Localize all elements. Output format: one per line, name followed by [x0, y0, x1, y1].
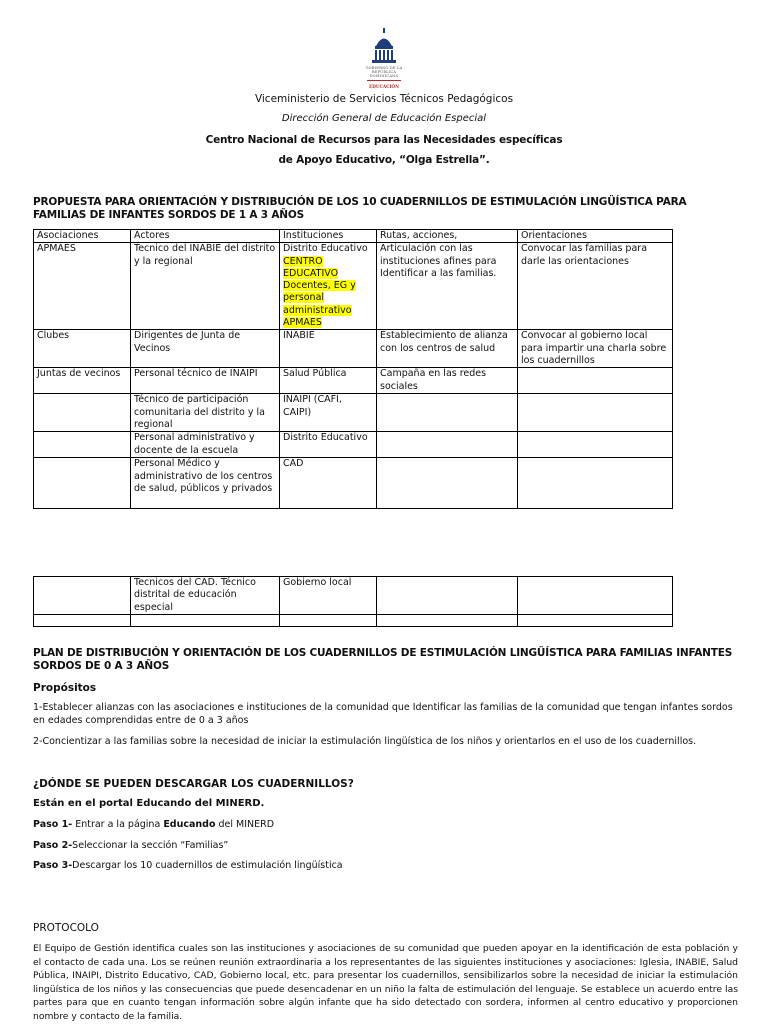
- cell-orientaciones: [518, 615, 673, 627]
- cell-actores: Personal Médico y administrativo de los centros de salud, públicos y privados: [131, 458, 280, 509]
- viceministry-heading: Viceministerio de Servicios Técnicos Pedagógicos: [254, 93, 514, 105]
- actors-table: [33, 229, 673, 509]
- center-heading-line2: de Apoyo Educativo, “Olga Estrella”.: [278, 154, 490, 166]
- cell-actores: [131, 615, 280, 627]
- table-row: [34, 577, 673, 615]
- cell-actores: Técnico de participación comunitaria del distrito y la regional: [131, 394, 280, 432]
- purpose-1: 1-Establecer alianzas con las asociaciones e instituciones de la comunidad que Identificar las familias de la comunidad que tengan infantes sordos en edades comprendidas entre de 0 a 3 años: [33, 702, 733, 726]
- cell-instituciones: Gobierno local: [280, 577, 377, 615]
- center-heading-line1: Centro Nacional de Recursos para las Necesidades específicas: [205, 134, 563, 146]
- ministry-logo: [360, 28, 408, 90]
- protocol-heading: PROTOCOLO: [33, 922, 99, 934]
- step-2: [33, 840, 738, 853]
- portal-statement: Están en el portal Educando del MINERD.: [33, 798, 265, 809]
- header-actores: Actores: [131, 230, 280, 243]
- proposal-title: PROPUESTA PARA ORIENTACIÓN Y DISTRIBUCIÓN DE LOS 10 CUADERNILLOS DE ESTIMULACIÓN LINGÜÍSTICA PARA FAMILIAS DE INFANTES SORDOS DE 1 A 3 AÑOS: [33, 196, 687, 221]
- highlighted-text: CENTRO EDUCATIVO Docentes, EG y personal administrativo APMAES: [283, 255, 356, 329]
- cell-instituciones-highlight: [283, 256, 373, 330]
- cell-instituciones: Distrito Educativo: [280, 432, 377, 458]
- table-row: [34, 458, 673, 509]
- purposes-heading: Propósitos: [33, 682, 97, 694]
- cell-rutas: Articulación con las instituciones afines para Identificar a las familias.: [377, 243, 518, 330]
- cell-orientaciones: Convocar las familias para darle las orientaciones: [518, 243, 673, 330]
- plan-title: PLAN DE DISTRIBUCIÓN Y ORIENTACIÓN DE LOS CUADERNILLOS DE ESTIMULACIÓN LINGÜÍSTICA PARA FAMILIAS INFANTES SORDOS DE 0 A 3 AÑOS: [33, 647, 733, 672]
- cell-instituciones-text: Distrito Educativo: [283, 243, 368, 255]
- header-orientaciones: Orientaciones: [518, 230, 673, 243]
- cell-orientaciones: [518, 577, 673, 615]
- cell-instituciones: CAD: [280, 458, 377, 509]
- cell-asociaciones: [34, 394, 131, 432]
- table-row: [34, 394, 673, 432]
- cell-asociaciones: [34, 577, 131, 615]
- cell-rutas: [377, 458, 518, 509]
- cell-actores: Personal administrativo y docente de la escuela: [131, 432, 280, 458]
- table-row: [34, 368, 673, 394]
- direction-heading: Dirección General de Educación Especial: [281, 113, 487, 124]
- step-2-text: Seleccionar la sección “Familias”: [72, 840, 229, 851]
- cell-instituciones: Salud Pública: [280, 368, 377, 394]
- cell-asociaciones: [34, 458, 131, 509]
- table-row: [34, 615, 673, 627]
- cell-rutas: [377, 432, 518, 458]
- header-asociaciones: Asociaciones: [34, 230, 131, 243]
- cell-asociaciones: [34, 615, 131, 627]
- purpose-2: 2-Concientizar a las familias sobre la necesidad de iniciar la estimulación lingüística de los niños y orientarlos en el uso de los cuadernillos.: [33, 736, 697, 747]
- step-3-label: Paso 3-: [33, 860, 73, 871]
- cell-orientaciones: [518, 394, 673, 432]
- step-1-text: Entrar a la página: [72, 819, 164, 830]
- actors-table-continued: [33, 576, 673, 627]
- cell-instituciones: [280, 615, 377, 627]
- cell-actores: Tecnico del INABIE del distrito y la regional: [131, 243, 280, 330]
- dome-emblem-icon: [369, 28, 399, 66]
- logo-education-caption: EDUCACIÓN: [369, 84, 399, 89]
- cell-actores: Dirigentes de Junta de Vecinos: [131, 330, 280, 368]
- cell-orientaciones: Convocar al gobierno local para impartir una charla sobre los cuadernillos: [518, 330, 673, 368]
- cell-instituciones: INAIPI (CAFI, CAIPI): [280, 394, 377, 432]
- cell-actores: Tecnicos del CAD. Técnico distrital de educación especial: [131, 577, 280, 615]
- logo-caption-2: REPÚBLICA DOMINICANA: [369, 70, 399, 78]
- cell-orientaciones: [518, 432, 673, 458]
- cell-orientaciones: [518, 368, 673, 394]
- cell-asociaciones: Juntas de vecinos: [34, 368, 131, 394]
- header-instituciones: Instituciones: [280, 230, 377, 243]
- cell-orientaciones: [518, 458, 673, 509]
- step-3-text: Descargar los 10 cuadernillos de estimulación lingüística: [72, 860, 343, 871]
- logo-caption-1: GOBIERNO DE LA: [365, 66, 403, 70]
- cell-asociaciones: Clubes: [34, 330, 131, 368]
- cell-instituciones: INABIE: [280, 330, 377, 368]
- table-header-row: [34, 230, 673, 243]
- header-rutas: Rutas, acciones,: [377, 230, 518, 243]
- step-2-label: Paso 2-: [33, 840, 73, 851]
- protocol-body: El Equipo de Gestión identifica cuales son las instituciones y asociaciones de su comunidad que pueden apoyar en la identificación de esta población y el contacto de cada una. Los se reúnen reunión extraordinaria a los representantes de las siguientes instituciones y asociaciones: Iglesia, INABIE, Salud Pública, INAIPI, Distrito Educativo, CAD, Gobierno local, etc. para presentar los cuadernillos, sensibilizarlos sobre la necesidad de iniciar la estimulación lingüística de los niños y las consecuencias que puede desencadenar en un niño la falta de estimulación del lenguaje. Se establece un acuerdo entre las partes para que en cuanto tengan información sobre algún infante que ha sido detectado con sordera, informen al centro educativo y proporcionen nombre y contacto de la familia.: [33, 943, 738, 1022]
- cell-rutas: Campaña en las redes sociales: [377, 368, 518, 394]
- step-1-label: Paso 1-: [33, 819, 73, 830]
- cell-rutas: Establecimiento de alianza con los centros de salud: [377, 330, 518, 368]
- cell-asociaciones: [34, 432, 131, 458]
- table-row: [34, 330, 673, 368]
- cell-rutas: [377, 615, 518, 627]
- cell-actores: Personal técnico de INAIPI: [131, 368, 280, 394]
- cell-rutas: [377, 394, 518, 432]
- logo-divider: [367, 80, 401, 81]
- download-question: ¿DÓNDE SE PUEDEN DESCARGAR LOS CUADERNILLOS?: [33, 778, 354, 790]
- educando-link[interactable]: Educando: [163, 819, 216, 830]
- step-3: [33, 860, 738, 873]
- table-row: [34, 243, 673, 330]
- step-1-text-end: del MINERD: [215, 819, 275, 830]
- cell-instituciones: [280, 243, 377, 330]
- table-row: [34, 432, 673, 458]
- cell-rutas: [377, 577, 518, 615]
- step-1: [33, 819, 738, 832]
- cell-asociaciones: APMAES: [34, 243, 131, 330]
